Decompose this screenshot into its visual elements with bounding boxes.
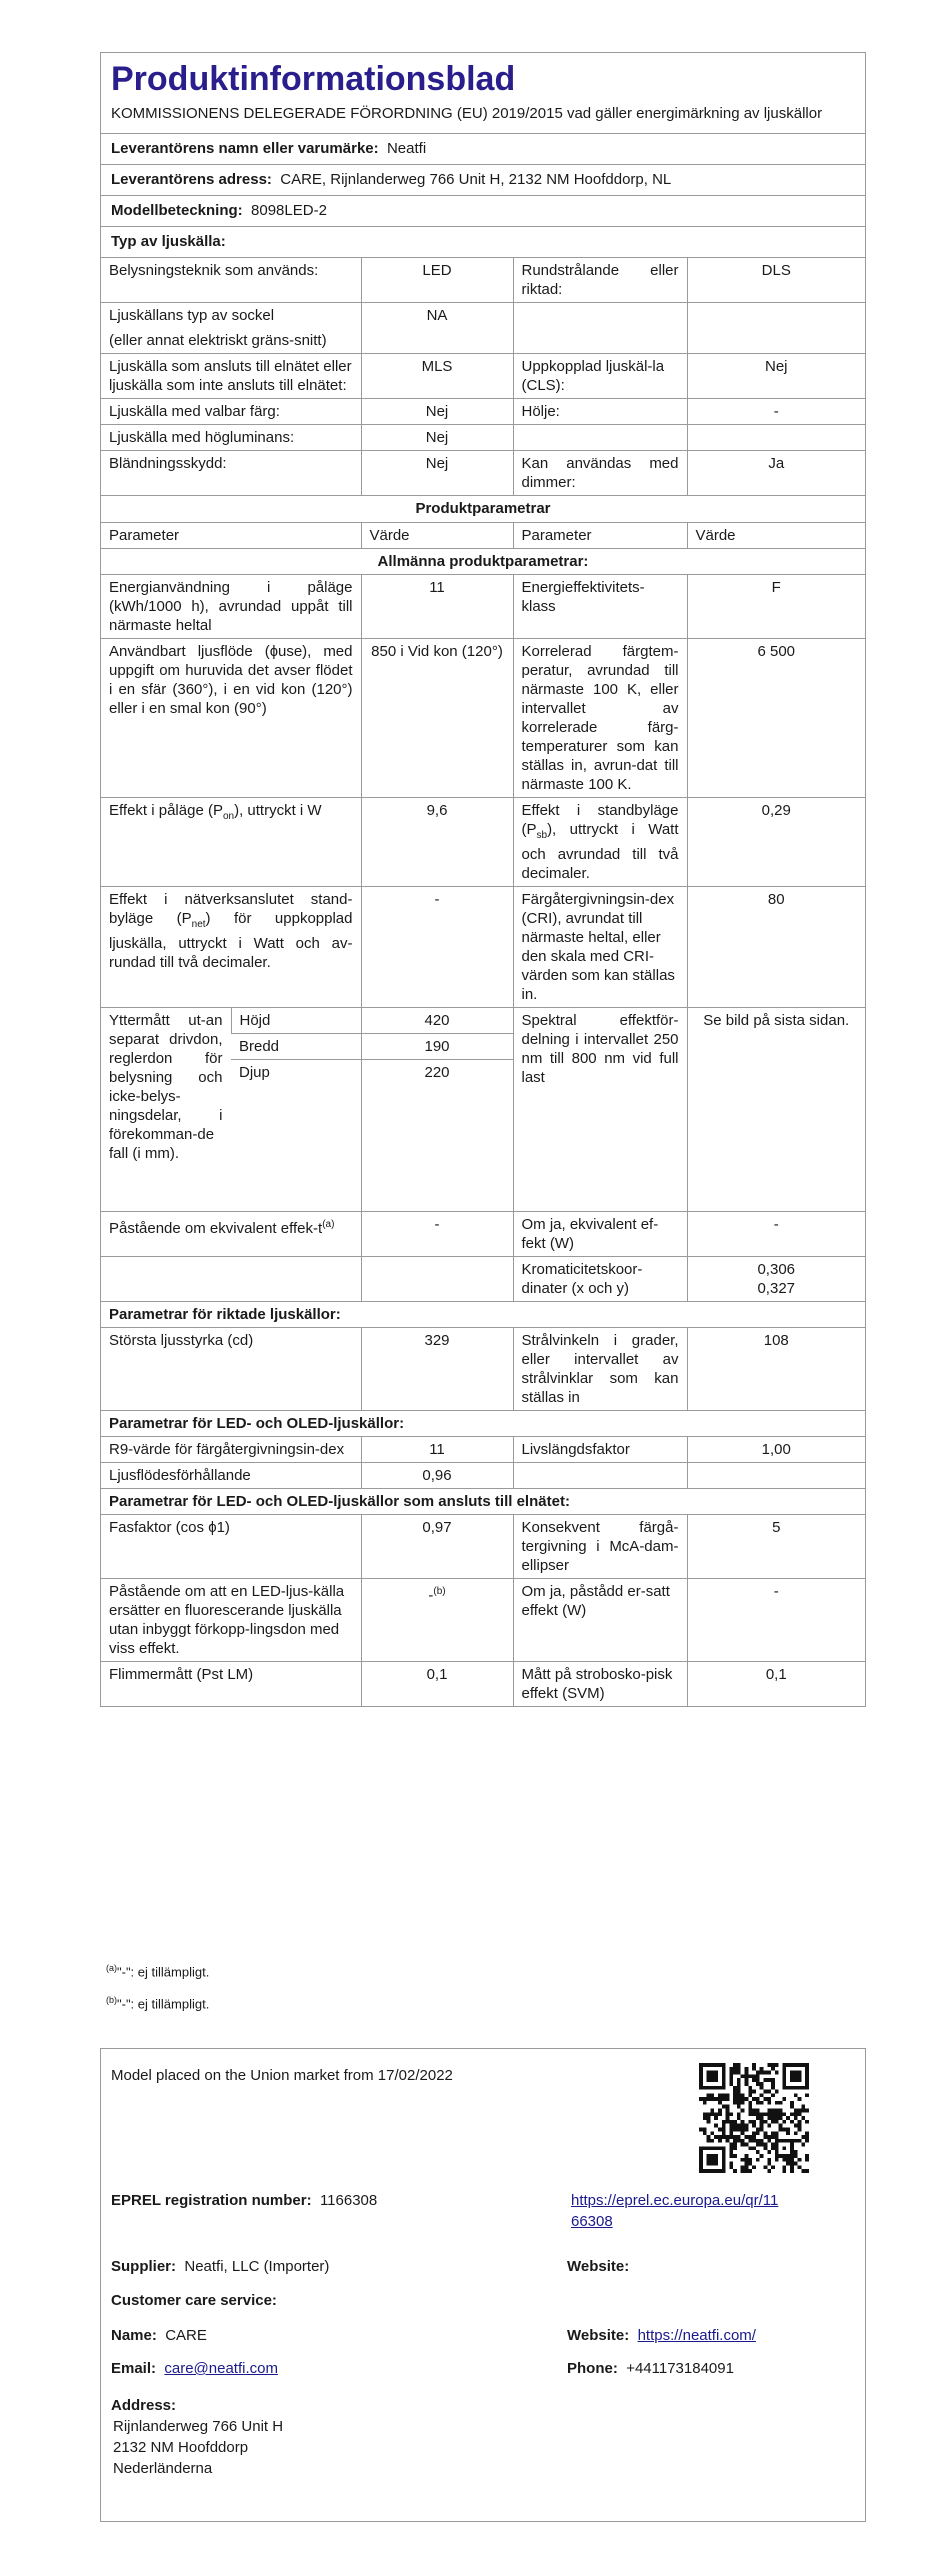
dimension-label-width: Bredd xyxy=(231,1034,361,1060)
cell-label xyxy=(101,887,361,1008)
cell-value: 0,97 xyxy=(361,1515,513,1579)
cell-label: Om ja, påstådd er-satt effekt (W) xyxy=(513,1579,687,1662)
table-row xyxy=(101,1515,865,1579)
label-part: Påstående om ekvivalent effek-t xyxy=(109,1220,323,1237)
care-website-label: Website: xyxy=(567,2327,630,2344)
cell-empty xyxy=(513,303,687,354)
website-label: Website: xyxy=(567,2258,630,2275)
product-information-sheet xyxy=(100,52,866,1707)
dimension-label-height: Höjd xyxy=(231,1008,361,1034)
footnote-a xyxy=(106,1954,209,1986)
supplier-label: Supplier: xyxy=(111,2258,177,2275)
table-row xyxy=(101,798,865,887)
led-params-heading: Parametrar för LED- och OLED-ljuskällor: xyxy=(101,1411,865,1437)
section-row xyxy=(101,1489,865,1515)
regulation-subtitle: KOMMISSIONENS DELEGERADE FÖRORDNING (EU) 2019/2015 vad gäller energimärkning av ljuskällor xyxy=(111,105,823,122)
care-email-link[interactable]: care@neatfi.com xyxy=(164,2360,278,2377)
mains-params-heading: Parametrar för LED- och OLED-ljuskällor som ansluts till elnätet: xyxy=(101,1489,865,1515)
cell-label: Fasfaktor (cos ϕ1) xyxy=(101,1515,361,1579)
label-subscript: net xyxy=(191,919,206,930)
directional-params-heading: Parametrar för riktade ljuskällor: xyxy=(101,1302,865,1328)
cell-value: 0,1 xyxy=(361,1662,513,1707)
label-part: ), uttryckt i Watt och avrundad till två decimaler. xyxy=(521,821,679,882)
cell-value: 0,1 xyxy=(687,1662,865,1707)
cell-empty xyxy=(101,1257,361,1302)
supplier-value: Neatfi, LLC (Importer) xyxy=(184,2258,330,2275)
cell-label: Kan användas med dimmer: xyxy=(513,451,687,496)
table-row xyxy=(101,887,865,1008)
cell-value xyxy=(361,1579,513,1662)
care-website-line xyxy=(567,2325,756,2346)
cell-label xyxy=(513,798,687,887)
table-header-row xyxy=(101,523,865,549)
cell-empty xyxy=(687,303,865,354)
footnotes xyxy=(106,1954,209,2019)
model-value: 8098LED-2 xyxy=(251,202,327,219)
cell-value: - xyxy=(687,1212,865,1257)
table-row xyxy=(101,1437,865,1463)
params-table xyxy=(101,522,865,1706)
cell-label: Påstående om att en LED-ljus-källa ersätter en fluorescerande ljuskälla utan inbyggt förkopp-lingsdon med viss effekt. xyxy=(101,1579,361,1662)
label-subscript: sb xyxy=(536,830,548,841)
supplier-name-value: Neatfi xyxy=(386,140,427,157)
address-line: Nederländerna xyxy=(113,2460,213,2477)
chromaticity-x: 0,306 xyxy=(757,1261,796,1278)
column-header-parameter: Parameter xyxy=(513,523,687,549)
table-row xyxy=(101,639,865,798)
cell-empty xyxy=(513,425,687,451)
cell-value xyxy=(687,1257,865,1302)
cell-value: 5 xyxy=(687,1515,865,1579)
footnote-marker: (b) xyxy=(106,1995,117,2006)
model-row xyxy=(101,195,865,226)
eprel-registration-label: EPREL registration number: xyxy=(111,2192,312,2209)
care-address-block xyxy=(111,2395,283,2479)
cell-value: LED xyxy=(361,258,513,303)
cell-value: Nej xyxy=(361,425,513,451)
dimension-value-depth: 220 xyxy=(361,1060,513,1212)
cell-value: 850 i Vid kon (120°) xyxy=(361,639,513,798)
eprel-registration-value: 1166308 xyxy=(319,2192,378,2209)
type-table xyxy=(101,257,865,495)
eprel-url-line1[interactable]: https://eprel.ec.europa.eu/qr/11 xyxy=(571,2192,779,2209)
section-row xyxy=(101,549,865,575)
care-email-label: Email: xyxy=(111,2360,157,2377)
footnote-text: "-": ej tillämpligt. xyxy=(117,1996,210,2012)
cell-label: Rundstrålande eller riktad: xyxy=(513,258,687,303)
socket-sublabel: (eller annat elektriskt gräns-snitt) xyxy=(109,332,327,349)
table-row xyxy=(101,425,865,451)
cell-label xyxy=(101,1212,361,1257)
cell-label: Mått på strobosko-pisk effekt (SVM) xyxy=(513,1662,687,1707)
supplier-name-row xyxy=(101,133,865,164)
cell-label: Livslängdsfaktor xyxy=(513,1437,687,1463)
footnote-marker: (b) xyxy=(433,1586,446,1597)
cell-label: Strålvinkeln i grader, eller intervallet av strålvinklar som kan ställas in xyxy=(513,1328,687,1411)
cell-value: 80 xyxy=(687,887,865,1008)
customer-care-heading xyxy=(111,2290,277,2311)
footnote-marker: (a) xyxy=(322,1219,335,1230)
qr-code-icon xyxy=(699,2063,809,2173)
cell-label: Energianvändning i påläge (kWh/1000 h), avrundad uppåt till närmaste heltal xyxy=(101,575,361,639)
socket-label: Ljuskällans typ av sockel xyxy=(109,307,275,324)
cell-value: MLS xyxy=(361,354,513,399)
cell-value: - xyxy=(687,1579,865,1662)
supplier-address-row xyxy=(101,164,865,195)
label-part: Effekt i påläge (P xyxy=(109,802,223,819)
type-section-heading: Typ av ljuskälla: xyxy=(101,226,865,257)
cell-label: Största ljusstyrka (cd) xyxy=(101,1328,361,1411)
cell-label xyxy=(101,303,361,354)
table-row xyxy=(101,1008,865,1034)
cell-value: 9,6 xyxy=(361,798,513,887)
table-row xyxy=(101,354,865,399)
address-line: Rijnlanderweg 766 Unit H xyxy=(113,2418,284,2435)
cell-value: 11 xyxy=(361,575,513,639)
label-part: Effekt i standbyläge (P xyxy=(521,802,679,838)
table-row xyxy=(101,258,865,303)
cell-label: Kromaticitetskoor-dinater (x och y) xyxy=(513,1257,687,1302)
eprel-url-line2[interactable]: 66308 xyxy=(571,2213,613,2230)
dimension-value-height: 420 xyxy=(361,1008,513,1034)
chromaticity-y: 0,327 xyxy=(757,1280,796,1297)
supplier-address-label: Leverantörens adress: xyxy=(111,171,272,188)
cell-label: Uppkopplad ljuskäl-la (CLS): xyxy=(513,354,687,399)
table-row xyxy=(101,1662,865,1707)
cell-label: Energieffektivitets-klass xyxy=(513,575,687,639)
cell-empty xyxy=(687,1463,865,1489)
care-name-line xyxy=(111,2325,207,2346)
section-row xyxy=(101,1411,865,1437)
cell-value: 108 xyxy=(687,1328,865,1411)
website-line xyxy=(567,2256,629,2277)
cell-value: 1,00 xyxy=(687,1437,865,1463)
table-row xyxy=(101,451,865,496)
cell-label: Korrelerad färgtem-peratur, avrundad till närmaste 100 K, eller intervallet av korrelerade färg-temperaturer som kan ställas in, avrun-dat till närmaste 100 K. xyxy=(513,639,687,798)
cell-value: DLS xyxy=(687,258,865,303)
cell-empty xyxy=(513,1463,687,1489)
cell-value: Nej xyxy=(687,354,865,399)
cell-value: Nej xyxy=(361,399,513,425)
cell-label: Hölje: xyxy=(513,399,687,425)
label-part: ) för uppkopplad ljuskälla, uttryckt i Watt och av-rundad till två decimaler. xyxy=(109,910,353,971)
eprel-link[interactable] xyxy=(571,2190,778,2232)
column-header-parameter: Parameter xyxy=(101,523,361,549)
care-phone-line xyxy=(567,2358,734,2379)
cell-label: Flimmermått (Pst LM) xyxy=(101,1662,361,1707)
care-name-label: Name: xyxy=(111,2327,157,2344)
care-website-link[interactable]: https://neatfi.com/ xyxy=(637,2327,756,2344)
cell-value: - xyxy=(361,887,513,1008)
cell-value: 0,29 xyxy=(687,798,865,887)
column-header-value: Värde xyxy=(361,523,513,549)
column-header-value: Värde xyxy=(687,523,865,549)
value-part: - xyxy=(428,1587,434,1604)
footnote-b xyxy=(106,1986,209,2018)
cell-label: Bländningsskydd: xyxy=(101,451,361,496)
eprel-info-box xyxy=(100,2048,866,2522)
label-part: ), uttryckt i W xyxy=(234,802,322,819)
cell-label: Ljuskälla som ansluts till elnätet eller ljuskälla som inte ansluts till elnätet: xyxy=(101,354,361,399)
cell-label: Spektral effektför-delning i intervallet 250 nm till 800 nm vid full last xyxy=(513,1008,687,1212)
cell-label: Ljuskälla med valbar färg: xyxy=(101,399,361,425)
care-address-label: Address: xyxy=(111,2397,177,2414)
customer-care-label: Customer care service: xyxy=(111,2292,277,2309)
dimension-value-width: 190 xyxy=(361,1034,513,1060)
cell-empty xyxy=(361,1257,513,1302)
cell-value: Nej xyxy=(361,451,513,496)
cell-value: 6 500 xyxy=(687,639,865,798)
cell-empty xyxy=(687,425,865,451)
cell-value: 329 xyxy=(361,1328,513,1411)
cell-value: 0,96 xyxy=(361,1463,513,1489)
footnote-marker: (a) xyxy=(106,1963,117,1973)
cell-value: - xyxy=(687,399,865,425)
table-row xyxy=(101,1579,865,1662)
params-heading: Produktparametrar xyxy=(101,495,865,522)
cell-label: Konsekvent färgå-tergivning i McA-dam-ellipser xyxy=(513,1515,687,1579)
label-subscript: on xyxy=(222,811,235,822)
cell-value: 11 xyxy=(361,1437,513,1463)
cell-label: Ljusflödesförhållande xyxy=(101,1463,361,1489)
supplier-line xyxy=(111,2256,329,2277)
cell-label xyxy=(101,798,361,887)
cell-label: Användbart ljusflöde (ɸuse), med uppgift om huruvida det avser flödet i en sfär (360°), i en vid kon (120°) eller i en smal kon (90°) xyxy=(101,639,361,798)
cell-value: F xyxy=(687,575,865,639)
dimension-label-depth: Djup xyxy=(231,1060,361,1212)
cell-label: Ljuskälla med högluminans: xyxy=(101,425,361,451)
general-params-heading: Allmänna produktparametrar: xyxy=(101,549,865,575)
label-part: Effekt i nätverksanslutet stand-byläge (P xyxy=(109,891,353,927)
table-row xyxy=(101,1257,865,1302)
supplier-name-label: Leverantörens namn eller varumärke: xyxy=(111,140,379,157)
care-email-line xyxy=(111,2358,278,2379)
care-phone-label: Phone: xyxy=(567,2360,618,2377)
cell-label: R9-värde för färgåtergivningsin-dex xyxy=(101,1437,361,1463)
cell-value: NA xyxy=(361,303,513,354)
care-name-value: CARE xyxy=(165,2327,207,2344)
cell-value: Se bild på sista sidan. xyxy=(687,1008,865,1212)
market-placement-text: Model placed on the Union market from 17/02/2022 xyxy=(111,2067,453,2084)
table-row xyxy=(101,1463,865,1489)
cell-label: Belysningsteknik som används: xyxy=(101,258,361,303)
supplier-address-value: CARE, Rijnlanderweg 766 Unit H, 2132 NM Hoofddorp, NL xyxy=(280,171,672,188)
model-label: Modellbeteckning: xyxy=(111,202,243,219)
care-phone-value: +441173184091 xyxy=(626,2360,734,2377)
address-line: 2132 NM Hoofddorp xyxy=(113,2439,249,2456)
footnote-text: "-": ej tillämpligt. xyxy=(117,1964,210,1980)
table-row xyxy=(101,575,865,639)
table-row xyxy=(101,1328,865,1411)
cell-label: Om ja, ekvivalent ef-fekt (W) xyxy=(513,1212,687,1257)
table-row xyxy=(101,399,865,425)
table-row xyxy=(101,303,865,354)
eprel-registration xyxy=(111,2190,377,2211)
cell-label: Färgåtergivningsin-dex (CRI), avrundat till närmaste heltal, eller den skala med CRI-värden som kan ställas in. xyxy=(513,887,687,1008)
page-title: Produktinformationsblad xyxy=(111,60,516,98)
cell-label: Yttermått ut-an separat drivdon, reglerdon för belysning och icke-belys-ningsdelar, i förekomman-de fall (i mm). xyxy=(101,1008,231,1212)
section-row xyxy=(101,1302,865,1328)
cell-value: - xyxy=(361,1212,513,1257)
table-row xyxy=(101,1212,865,1257)
cell-value: Ja xyxy=(687,451,865,496)
